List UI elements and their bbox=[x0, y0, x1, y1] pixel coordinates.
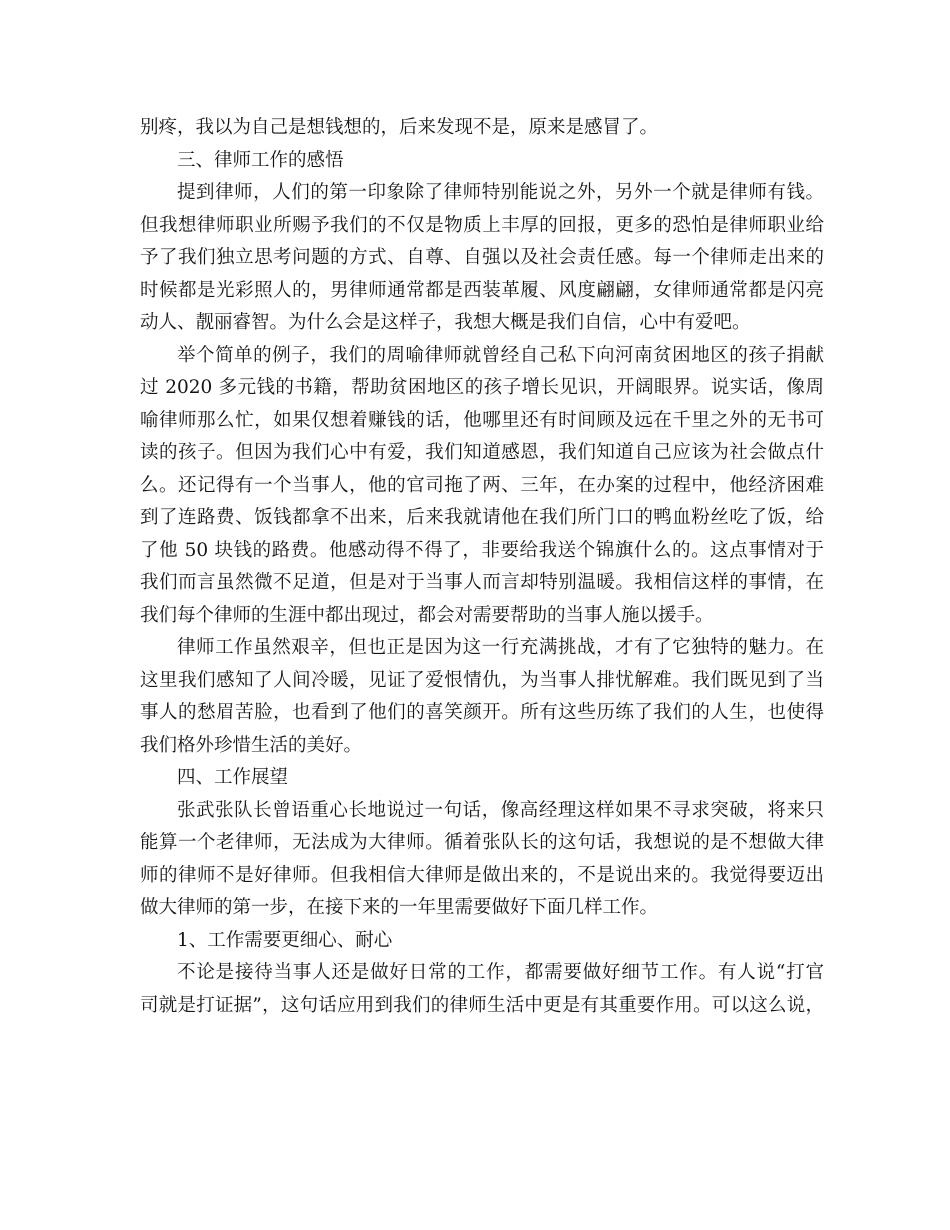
text-line: 张武张队长曾语重心长地说过一句话，像高经理这样如果不寻求突破，将来只 bbox=[177, 799, 824, 821]
text-line: 读的孩子。但因为我们心中有爱，我们知道感恩，我们知道自己应该为社会做点什 bbox=[140, 442, 824, 463]
section-heading: 四、工作展望 bbox=[177, 767, 289, 788]
text-line: 动人、靓丽睿智。为什么会是这样子，我想大概是我们自信，心中有爱吧。 bbox=[140, 312, 751, 333]
text-line: 师的律师不是好律师。但我相信大律师是做出来的，不是说出来的。我觉得要迈出 bbox=[140, 864, 824, 886]
text-line: 到了连路费、饭钱都拿不出来，后来我就请他在我们所门口的鸭血粉丝吃了饭，给 bbox=[140, 507, 824, 528]
text-line: 时候都是光彩照人的，男律师通常都是西装革履、风度翩翩，女律师通常都是闪亮 bbox=[140, 279, 824, 301]
text-line: 么。还记得有一个当事人，他的官司拖了两、三年，在办案的过程中，他经济困难 bbox=[140, 474, 824, 496]
text-line: 喻律师那么忙，如果仅想着赚钱的话，他哪里还有时间顾及远在千里之外的无书可 bbox=[140, 409, 824, 431]
text-line: 予了我们独立思考问题的方式、自尊、自强以及社会责任感。每一个律师走出来的 bbox=[140, 247, 824, 268]
text-line: 了他 50 块钱的路费。他感动得不得了，非要给我送个锦旗什么的。这点事情对于 bbox=[140, 539, 824, 561]
text-line: 提到律师，人们的第一印象除了律师特别能说之外，另外一个就是律师有钱。 bbox=[177, 182, 824, 203]
text-line: 我们格外珍惜生活的美好。 bbox=[140, 734, 363, 756]
text-line: 我们而言虽然微不足道，但是对于当事人而言却特别温暖。我相信这样的事情，在 bbox=[140, 572, 824, 593]
subsection-heading: 1、工作需要更细心、耐心 bbox=[177, 929, 393, 951]
text-line: 不论是接待当事人还是做好日常的工作，都需要做好细节工作。有人说“打官 bbox=[177, 962, 824, 983]
text-line: 律师工作虽然艰辛，但也正是因为这一行充满挑战，才有了它独特的魅力。在 bbox=[177, 637, 824, 658]
text-line: 我们每个律师的生涯中都出现过，都会对需要帮助的当事人施以援手。 bbox=[140, 604, 714, 626]
section-heading: 三、律师工作的感悟 bbox=[177, 149, 344, 171]
text-line: 事人的愁眉苦脸，也看到了他们的喜笑颜开。所有这些历练了我们的人生，也使得 bbox=[140, 702, 824, 723]
body-text bbox=[140, 112, 824, 1022]
text-line: 司就是打证据”，这句话应用到我们的律师生活中更是有其重要作用。可以这么说， bbox=[140, 994, 824, 1016]
text-line: 别疼，我以为自己是想钱想的，后来发现不是，原来是感冒了。 bbox=[140, 117, 659, 138]
text-line: 但我想律师职业所赐予我们的不仅是物质上丰厚的回报，更多的恐怕是律师职业给 bbox=[140, 214, 824, 236]
text-line: 举个简单的例子，我们的周喻律师就曾经自己私下向河南贫困地区的孩子捐献 bbox=[177, 344, 824, 366]
text-line: 做大律师的第一步，在接下来的一年里需要做好下面几样工作。 bbox=[140, 897, 659, 918]
text-line: 过 2020 多元钱的书籍，帮助贫困地区的孩子增长见识，开阔眼界。说实话，像周 bbox=[140, 377, 824, 398]
text-line: 这里我们感知了人间冷暖，见证了爱恨情仇，为当事人排忧解难。我们既见到了当 bbox=[140, 669, 824, 691]
text-line: 能算一个老律师，无法成为大律师。循着张队长的这句话，我想说的是不想做大律 bbox=[140, 832, 824, 853]
